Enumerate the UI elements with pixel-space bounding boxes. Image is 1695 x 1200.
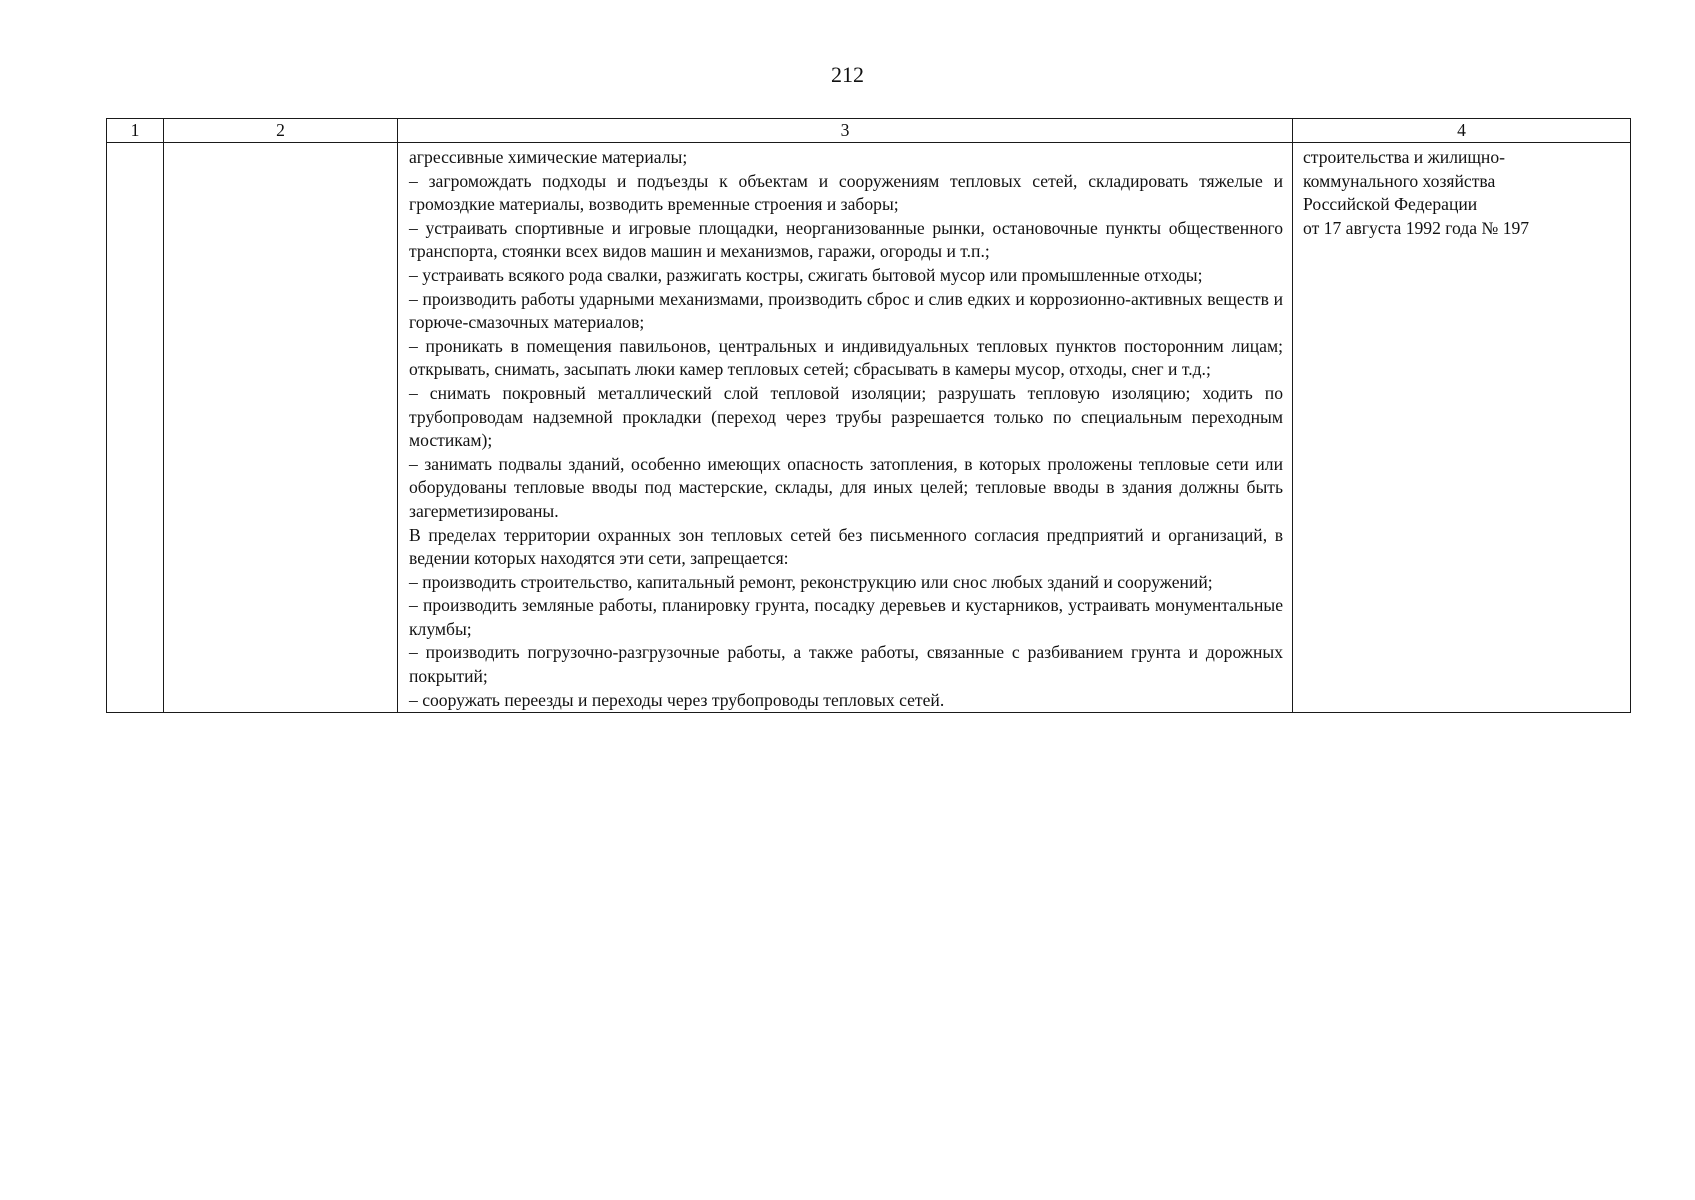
cell-col-4 xyxy=(1293,143,1631,713)
restriction-paragraph: – проникать в помещения павильонов, центральных и индивидуальных тепловых пунктов посторонним лицам; открывать, снимать, засыпать люки камер тепловых сетей; сбрасывать в камеры мусор, отходы, снег и т.д.; xyxy=(409,335,1283,380)
restriction-paragraph: – производить погрузочно-разгрузочные работы, а также работы, связанные с разбиванием грунта и дорожных покрытий; xyxy=(409,642,1283,687)
cell-col-3 xyxy=(398,143,1293,713)
restriction-paragraph: – сооружать переезды и переходы через трубопроводы тепловых сетей. xyxy=(409,689,945,710)
reference-line: от 17 августа 1992 года № 197 xyxy=(1303,217,1530,238)
column-header-2: 2 xyxy=(164,119,398,143)
restriction-paragraph: – производить работы ударными механизмами, производить сброс и слив едких и коррозионно-активных веществ и горюче-смазочных материалов; xyxy=(409,288,1283,333)
cell-col-1 xyxy=(107,143,164,713)
reference-line: коммунального хозяйства xyxy=(1303,170,1496,191)
reference-line: Российской Федерации xyxy=(1303,194,1478,215)
restriction-paragraph: – производить строительство, капитальный ремонт, реконструкцию или снос любых зданий и сооружений; xyxy=(409,571,1213,592)
table-header-row xyxy=(107,119,1631,143)
restriction-paragraph: – загромождать подходы и подъезды к объектам и сооружениям тепловых сетей, складировать тяжелые и громоздкие материалы, возводить временные строения и заборы; xyxy=(409,170,1283,215)
cell-col-2 xyxy=(164,143,398,713)
table-row xyxy=(107,143,1631,713)
restriction-paragraph: – занимать подвалы зданий, особенно имеющих опасность затопления, в которых проложены тепловые сети или оборудованы тепловые вводы под мастерские, склады, для иных целей; тепловые вводы в здания должны быть загерметизированы. xyxy=(409,453,1283,521)
restriction-paragraph: В пределах территории охранных зон тепловых сетей без письменного согласия предприятий и организаций, в ведении которых находятся эти сети, запрещается: xyxy=(409,524,1283,569)
document-table xyxy=(106,118,1631,713)
restriction-paragraph: – устраивать спортивные и игровые площадки, неорганизованные рынки, остановочные пункты общественного транспорта, стоянки всех видов машин и механизмов, гаражи, огороды и т.п.; xyxy=(409,217,1283,262)
column-header-3: 3 xyxy=(398,119,1293,143)
restriction-paragraph: – снимать покровный металлический слой тепловой изоляции; разрушать тепловую изоляцию; ходить по трубопроводам надземной прокладки (переход через трубы разрешается только по специальным переходным мостикам); xyxy=(409,382,1283,451)
column-header-1: 1 xyxy=(107,119,164,143)
reference-line: строительства и жилищно- xyxy=(1303,147,1506,167)
restriction-paragraph: агрессивные химические материалы; xyxy=(409,147,688,167)
column-header-4: 4 xyxy=(1293,119,1631,143)
restriction-paragraph: – производить земляные работы, планировку грунта, посадку деревьев и кустарников, устраивать монументальные клумбы; xyxy=(409,595,1283,639)
page-number: 212 xyxy=(831,62,864,87)
restriction-paragraph: – устраивать всякого рода свалки, разжигать костры, сжигать бытовой мусор или промышленные отходы; xyxy=(409,264,1203,285)
